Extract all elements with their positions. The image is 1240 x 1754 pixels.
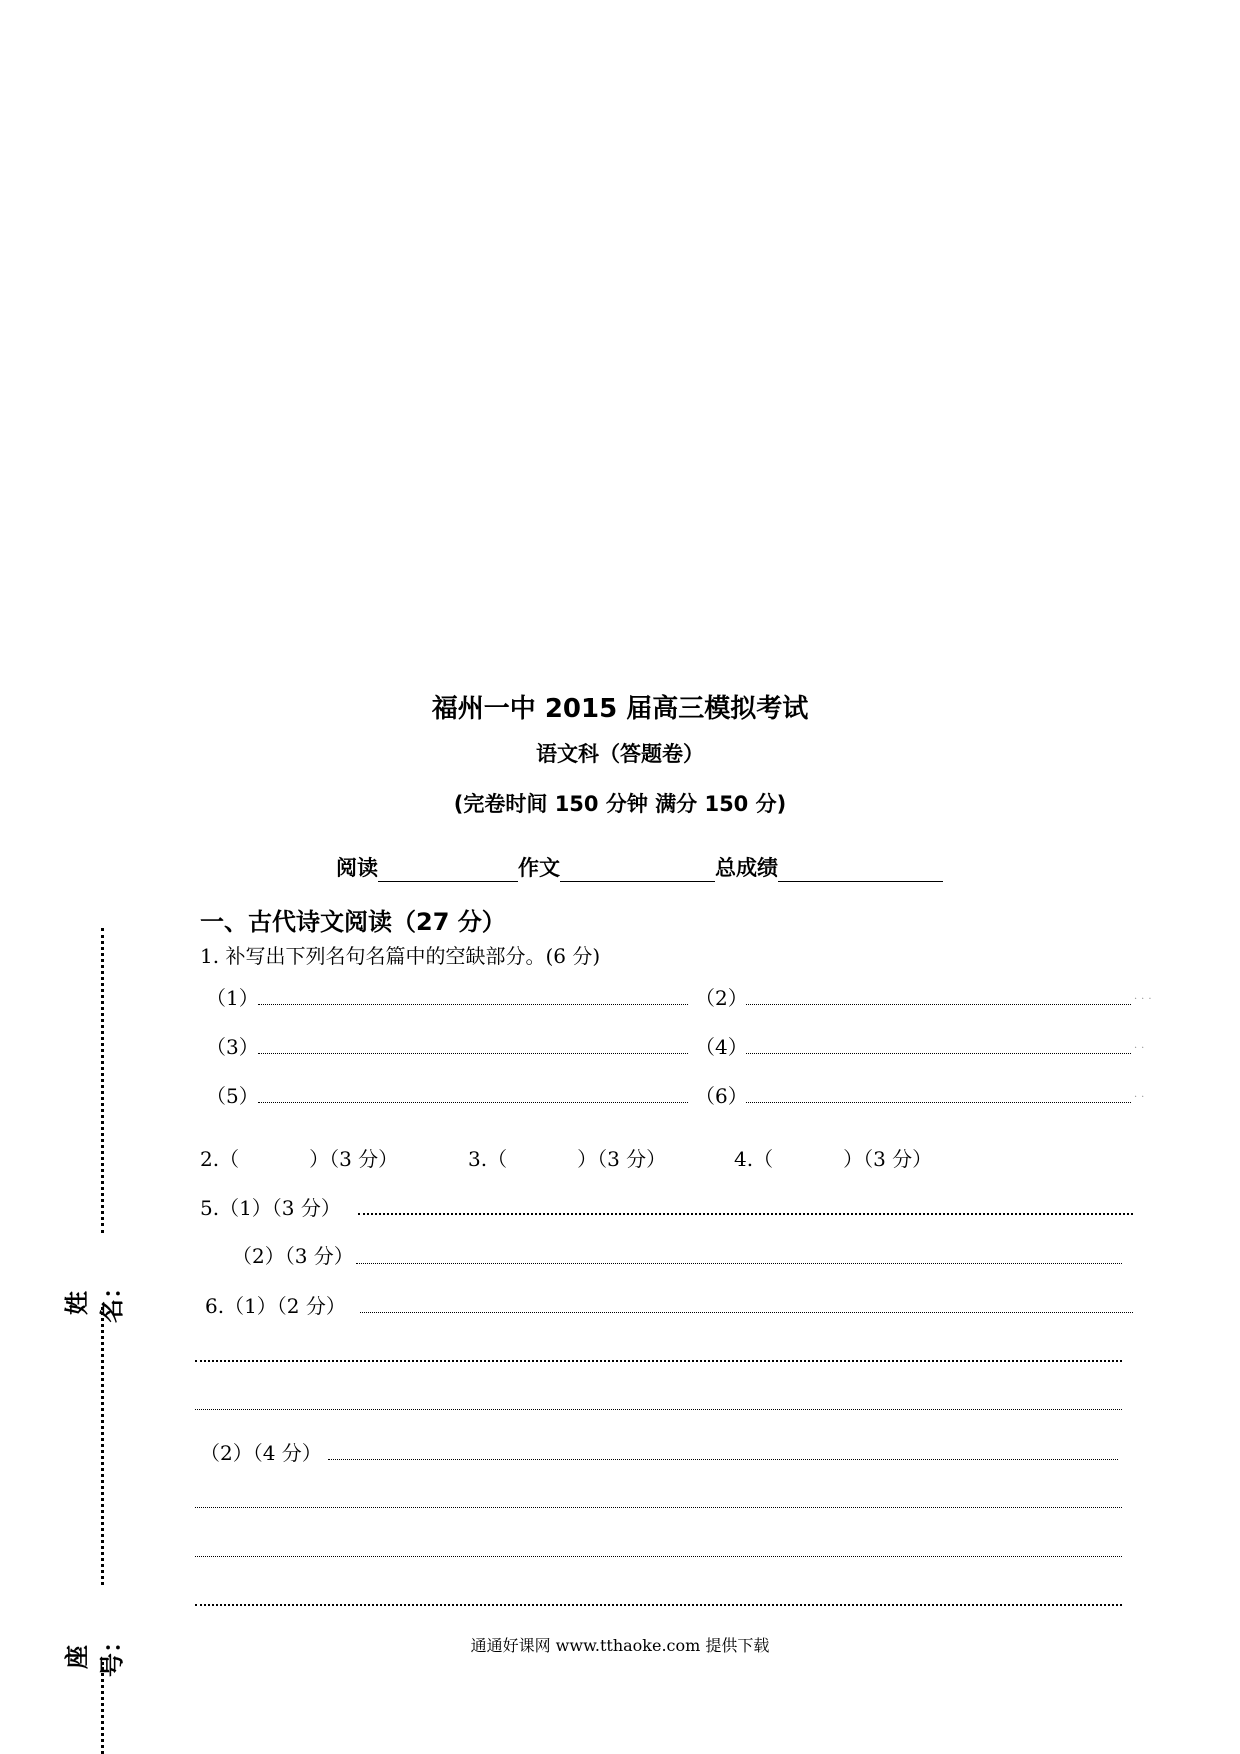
q6-part2-line-4[interactable]	[195, 1604, 1122, 1606]
q5-part1-line[interactable]	[358, 1213, 1133, 1215]
score-row	[336, 852, 943, 882]
answer-line-6[interactable]	[746, 1102, 1131, 1103]
q6-part2-label: （2）（4 分）	[200, 1441, 322, 1465]
binding-dots-middle	[101, 1307, 104, 1585]
answer-line-4[interactable]	[746, 1053, 1131, 1054]
page-subtitle: 语文科（答题卷）	[536, 742, 704, 766]
footer-text: 通通好课网 www.tthaoke.com 提供下载	[470, 1636, 770, 1655]
choice-q4-label: 4.（	[734, 1147, 774, 1171]
score-blank-total[interactable]	[778, 857, 943, 882]
score-label-reading: 阅读	[336, 856, 378, 880]
q6-part1-line-3[interactable]	[195, 1409, 1122, 1410]
binding-dots-upper	[101, 928, 104, 1233]
choice-q2	[200, 1143, 398, 1172]
score-blank-essay[interactable]	[560, 857, 715, 882]
section-heading: 一、古代诗文阅读（27 分）	[200, 908, 506, 936]
choice-q2-label: 2.（	[200, 1147, 240, 1171]
score-label-essay: 作文	[518, 856, 560, 880]
faint-dots-3: ··	[1134, 1092, 1149, 1103]
q6-part2-line-3[interactable]	[195, 1556, 1122, 1557]
q1-instruction: 1. 补写出下列名句名篇中的空缺部分。(6 分)	[200, 944, 601, 968]
binding-dots-lower	[101, 1662, 104, 1754]
answer-line-2[interactable]	[746, 1004, 1131, 1005]
q6-part1-line-2[interactable]	[195, 1360, 1122, 1362]
q5-part2-line[interactable]	[356, 1263, 1122, 1264]
choice-q2-close: ）（3 分）	[309, 1147, 399, 1171]
exam-info: (完卷时间 150 分钟 满分 150 分)	[453, 792, 787, 816]
choice-q4	[734, 1143, 932, 1172]
answer-line-1[interactable]	[258, 1004, 688, 1005]
blank-label-1: （1）	[206, 986, 259, 1010]
answer-line-5[interactable]	[258, 1102, 688, 1103]
q6-part2-line-2[interactable]	[195, 1507, 1122, 1508]
choice-q3-label: 3.（	[468, 1147, 508, 1171]
page-title: 福州一中 2015 届高三模拟考试	[431, 694, 809, 724]
choice-q4-close: ）（3 分）	[843, 1147, 933, 1171]
blank-label-4: （4）	[695, 1035, 748, 1059]
seat-label: 座号：	[63, 1629, 126, 1677]
choice-q3	[468, 1143, 666, 1172]
q5-part1-label: 5.（1）（3 分）	[200, 1196, 341, 1220]
blank-label-5: （5）	[206, 1084, 259, 1108]
q6-part2-line[interactable]	[328, 1459, 1118, 1460]
score-label-total: 总成绩	[715, 856, 778, 880]
blank-label-2: （2）	[695, 986, 748, 1010]
faint-dots-2: ··	[1134, 1043, 1149, 1054]
answer-line-3[interactable]	[258, 1053, 688, 1054]
faint-dots-1: ···	[1134, 994, 1156, 1005]
blank-label-6: （6）	[695, 1084, 748, 1108]
q6-part1-line[interactable]	[360, 1312, 1133, 1313]
q6-part1-label: 6.（1）（2 分）	[205, 1294, 346, 1318]
blank-label-3: （3）	[206, 1035, 259, 1059]
score-blank-reading[interactable]	[378, 857, 518, 882]
name-label: 姓名：	[63, 1275, 126, 1323]
q5-part2-label: （2）（3 分）	[232, 1244, 354, 1268]
choice-q3-close: ）（3 分）	[577, 1147, 667, 1171]
